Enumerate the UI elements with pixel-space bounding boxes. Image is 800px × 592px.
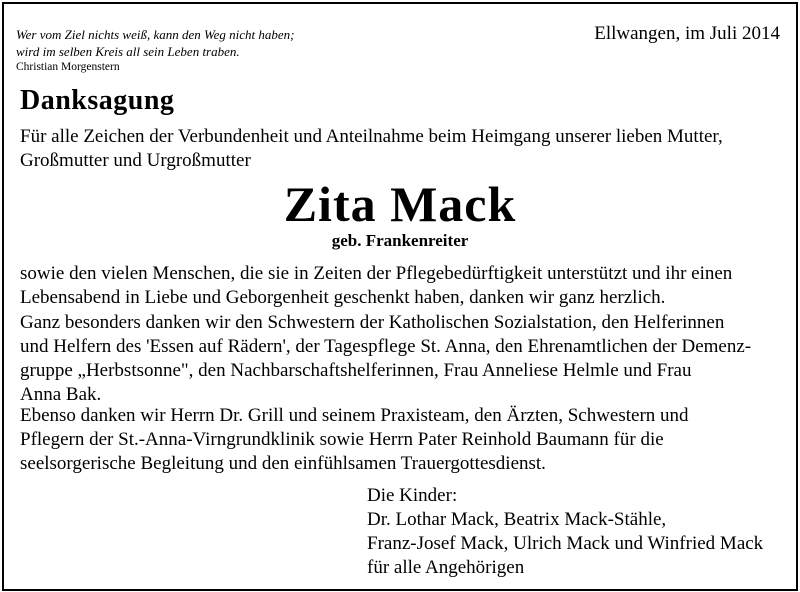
place-date: Ellwangen, im Juli 2014 bbox=[594, 23, 780, 44]
signoff-line: Die Kinder: bbox=[367, 485, 458, 506]
intro-line: Großmutter und Urgroßmutter bbox=[20, 150, 251, 171]
thanks-paragraph-1 bbox=[20, 262, 790, 310]
paragraph-line: gruppe „Herbstsonne", den Nachbarschaftshelferinnen, Frau Anneliese Helmle und Frau bbox=[20, 360, 692, 381]
intro-line: Für alle Zeichen der Verbundenheit und Anteilnahme beim Heimgang unserer lieben Mutter, bbox=[20, 126, 723, 147]
paragraph-line: Ganz besonders danken wir den Schwestern der Katholischen Sozialstation, den Helferinnen bbox=[20, 312, 725, 333]
motto-author: Christian Morgenstern bbox=[16, 61, 120, 73]
paragraph-line: sowie den vielen Menschen, die sie in Zeiten der Pflegebedürftigkeit unterstützt und ihr einen bbox=[20, 263, 733, 284]
thanks-paragraph-3 bbox=[20, 404, 790, 476]
paragraph-line: Anna Bak. bbox=[20, 384, 102, 405]
paragraph-line: seelsorgerische Begleitung und den einfühlsamen Trauergottesdienst. bbox=[20, 453, 546, 474]
deceased-birth-name: geb. Frankenreiter bbox=[331, 231, 469, 250]
motto-line-1: Wer vom Ziel nichts weiß, kann den Weg nicht haben; bbox=[16, 27, 295, 42]
paragraph-line: Ebenso danken wir Herrn Dr. Grill und seinem Praxisteam, den Ärzten, Schwestern und bbox=[20, 405, 689, 426]
motto-quote bbox=[16, 26, 295, 74]
signoff-line: Franz-Josef Mack, Ulrich Mack und Winfried Mack bbox=[367, 533, 764, 554]
motto-line-2: wird im selben Kreis all sein Leben traben. bbox=[16, 44, 240, 59]
paragraph-line: Lebensabend in Liebe und Geborgenheit geschenkt haben, danken wir ganz herzlich. bbox=[20, 287, 666, 308]
heading: Danksagung bbox=[20, 85, 175, 116]
thanks-paragraph-2 bbox=[20, 311, 790, 407]
signoff-line: Dr. Lothar Mack, Beatrix Mack-Stähle, bbox=[367, 509, 667, 530]
paragraph-line: Pflegern der St.-Anna-Virngrundklinik sowie Herrn Pater Reinhold Baumann für die bbox=[20, 429, 664, 450]
intro-paragraph bbox=[20, 125, 790, 173]
deceased-name: Zita Mack bbox=[283, 176, 517, 232]
signoff-line: für alle Angehörigen bbox=[367, 557, 525, 578]
signoff bbox=[367, 484, 763, 580]
paragraph-line: und Helfern des 'Essen auf Rädern', der Tagespflege St. Anna, den Ehrenamtlichen der Demenz- bbox=[20, 336, 752, 357]
